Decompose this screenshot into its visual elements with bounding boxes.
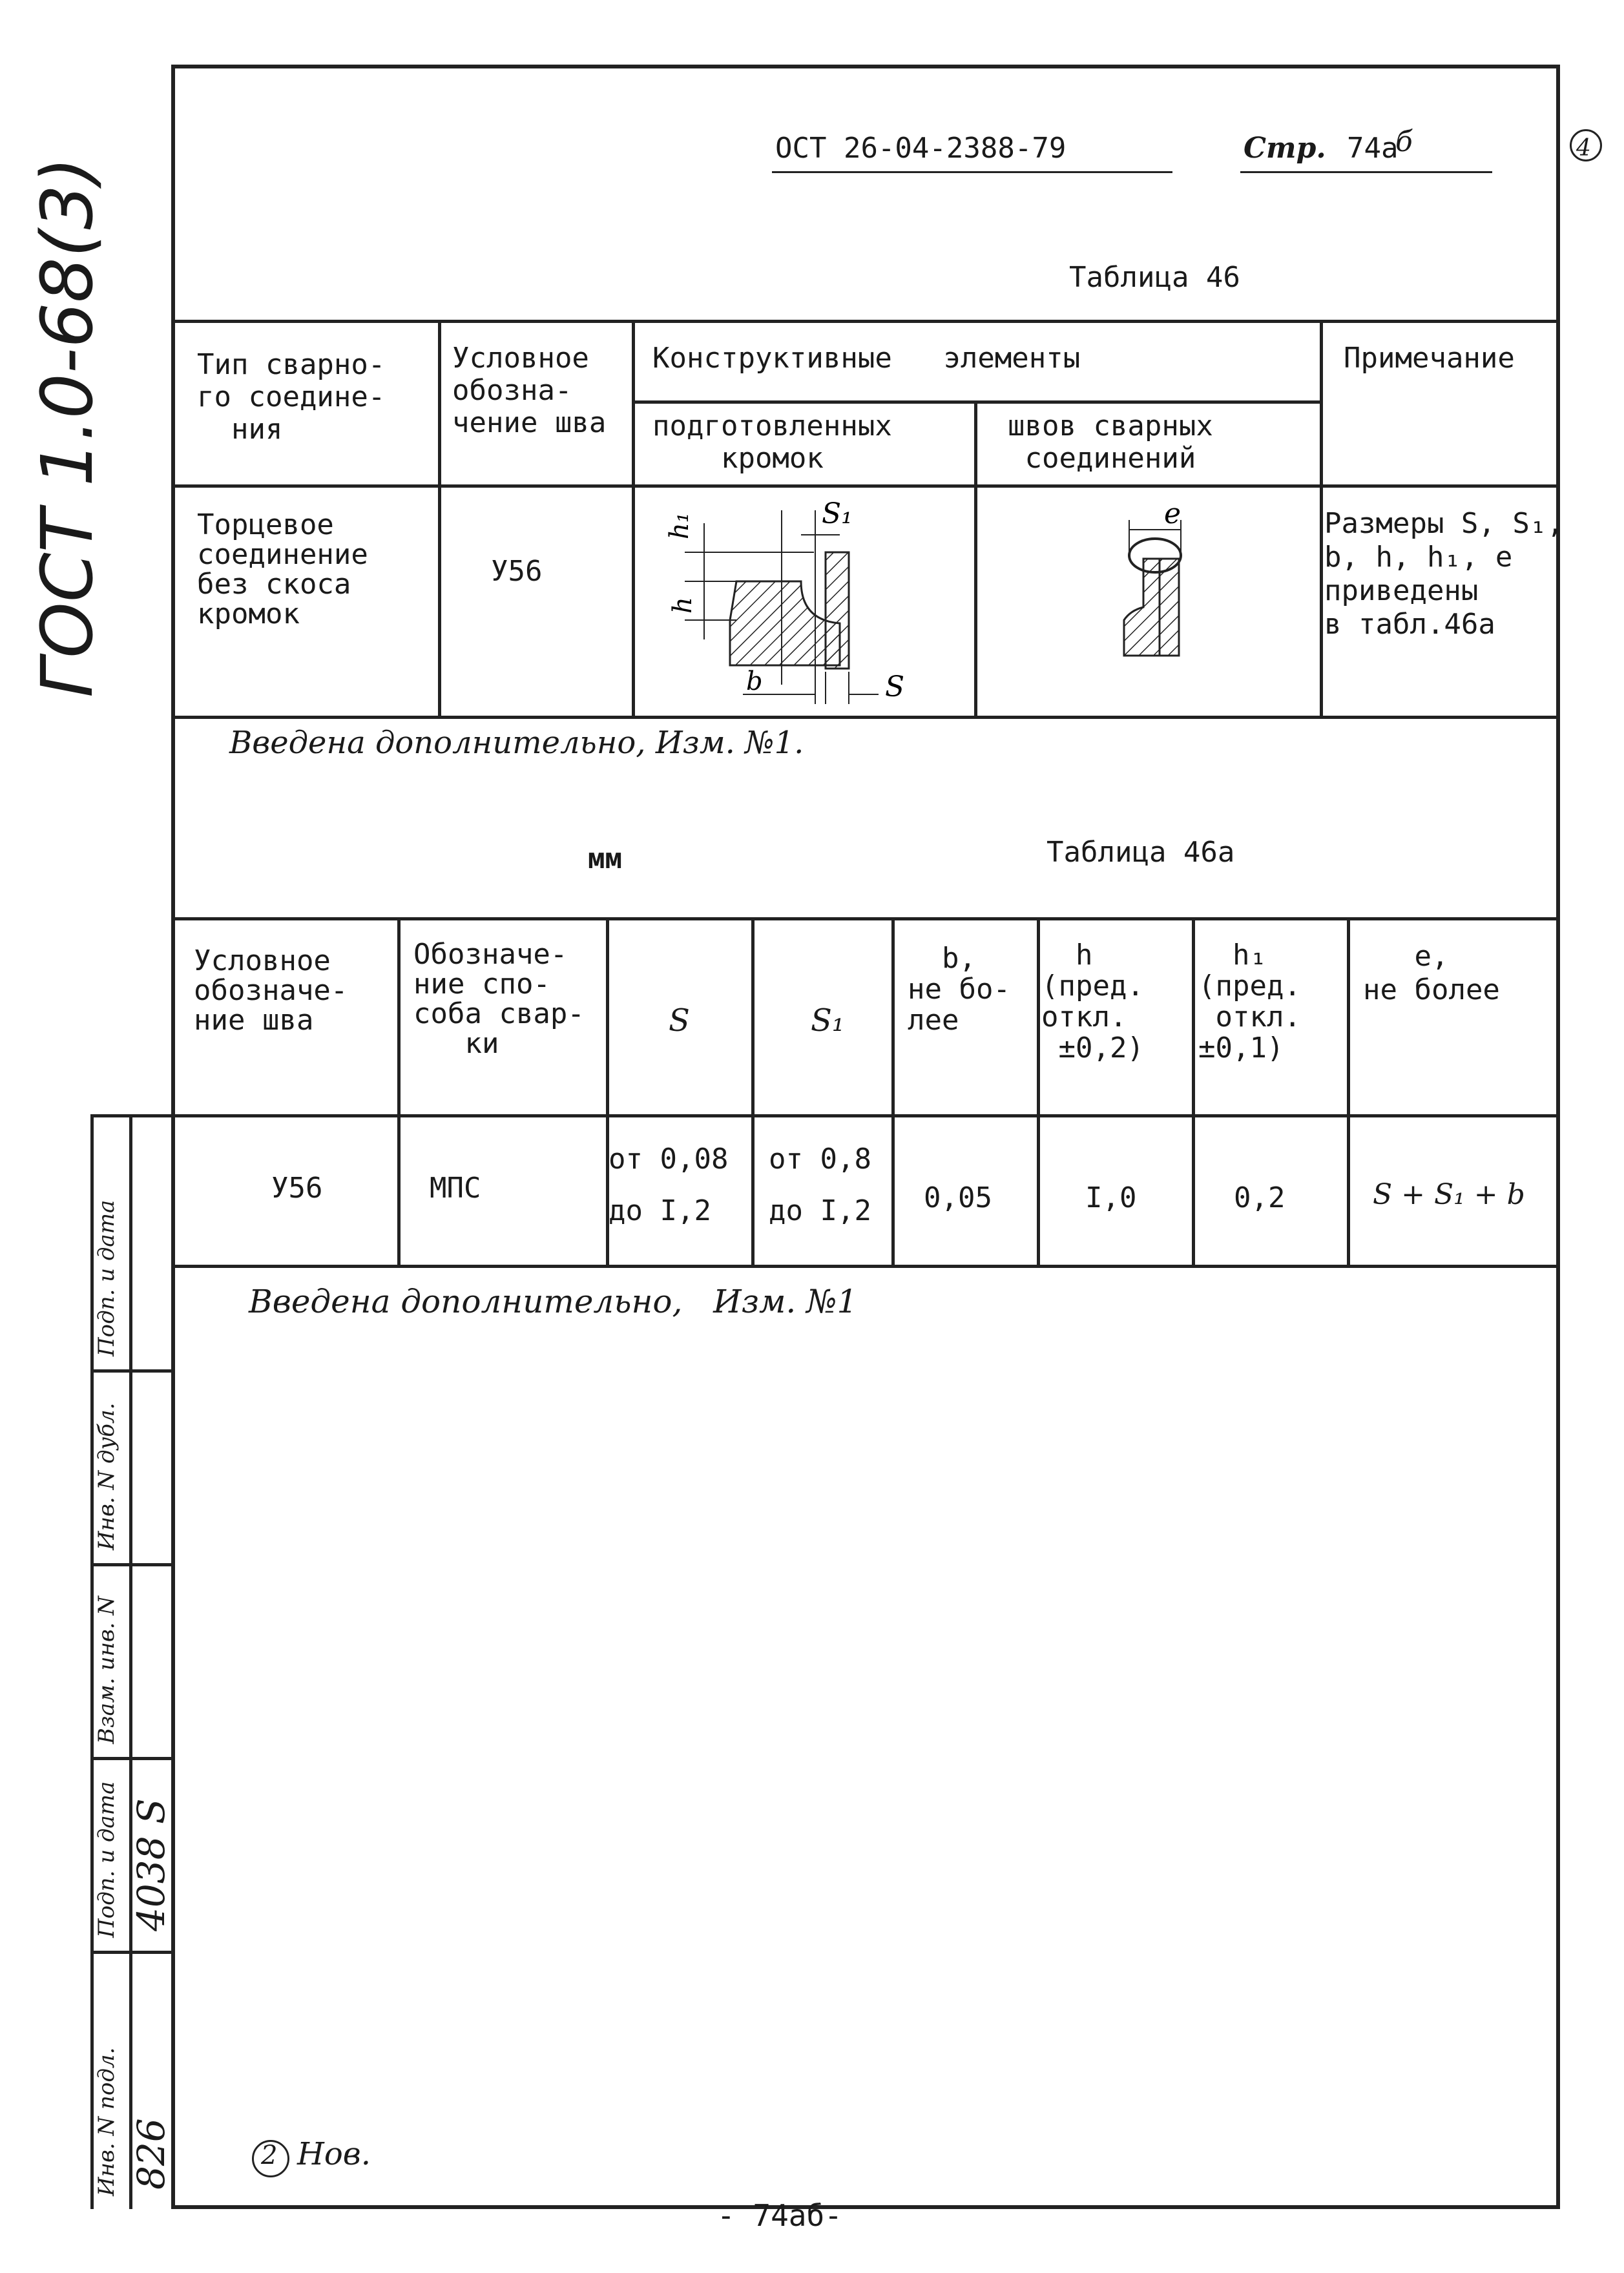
- stamp-label-inv-dubl: Инв. N дубл.: [94, 1402, 120, 1550]
- table46a-cell-e: S + S₁ + b: [1373, 1178, 1525, 1211]
- page-number: 74а: [1347, 132, 1399, 165]
- stamp-number: 2: [261, 2141, 278, 2170]
- table46-header-note: Примечание: [1344, 342, 1515, 375]
- table46a-cell-method: МПС: [430, 1172, 481, 1205]
- label-h: h: [668, 597, 698, 614]
- seam-drawing: [1092, 497, 1247, 669]
- table46-row-designation: У56: [491, 555, 543, 588]
- stamp-divider-1: [90, 1369, 174, 1373]
- stamp-text: Нов.: [297, 2136, 371, 2172]
- stamp-divider-3: [90, 1757, 174, 1760]
- table46-header-designation: Условное обозна- чение шва: [452, 342, 607, 439]
- stamp-column-top: [90, 1114, 174, 1117]
- stamp-column-line-2: [129, 1114, 132, 2209]
- table46a-cell-s1: от 0,8 до I,2: [769, 1143, 871, 1227]
- table46a-cell-s: от 0,08 до I,2: [609, 1143, 729, 1227]
- table46a-bottom: [173, 1265, 1560, 1268]
- label-h1: h₁: [665, 512, 694, 539]
- label-s: S: [885, 670, 905, 703]
- page-suffix: б: [1395, 125, 1413, 158]
- stamp-label-podp-data-1: Подп. и дата: [94, 1781, 120, 1938]
- table46-title: Таблица 46: [1069, 261, 1240, 294]
- stamp-label-vzam-inv: Взам. инв. N: [94, 1595, 120, 1744]
- table46a-col3: [751, 917, 755, 1268]
- ost-underline: [772, 171, 1172, 173]
- table46a-footnote: Введена дополнительно, Изм. №1: [249, 1283, 858, 1320]
- label-s1: S₁: [822, 497, 853, 530]
- table46a-col5: [1037, 917, 1040, 1268]
- table46-header-type: Тип сварно- го соедине- ния: [197, 348, 386, 446]
- stamp-label-podp-data-2: Подп. и дата: [94, 1199, 120, 1356]
- table46a-units: мм: [588, 842, 622, 875]
- table46a-header-h1: h₁ (пред. откл. ±0,1): [1198, 939, 1301, 1064]
- table46-col1: [438, 320, 441, 719]
- ost-number: ОСТ 26-04-2388-79: [775, 132, 1067, 165]
- table46a-cell-b: 0,05: [924, 1181, 992, 1214]
- footer-page-number: - 74аб-: [717, 2198, 842, 2233]
- table46a-header-s1: S₁: [811, 1002, 845, 1039]
- label-e: e: [1164, 497, 1182, 530]
- table46-footnote: Введена дополнительно, Изм. №1.: [229, 725, 804, 761]
- table46a-col6: [1192, 917, 1195, 1268]
- table46a-header-bottom: [173, 1114, 1560, 1117]
- side-gost-label: ГОСТ 1.0-68(3): [26, 156, 109, 698]
- table46a-col4: [891, 917, 895, 1268]
- table46-row-note: Размеры S, S₁, b, h, h₁, e приведены в табл.46а: [1324, 507, 1564, 641]
- table46a-header-h: h (пред. откл. ±0,2): [1041, 939, 1144, 1064]
- table46-col3: [974, 400, 977, 719]
- table46a-header-method: Обозначе- ние спо- соба свар- ки: [413, 938, 585, 1060]
- table46a-col1: [397, 917, 401, 1268]
- table46a-header-b: b, не бо- лее: [908, 942, 1010, 1037]
- table46a-header-designation: Условное обозначе- ние шва: [194, 944, 348, 1037]
- stamp-label-inv-podl: Инв. N подл.: [94, 2047, 120, 2196]
- corner-circle: [1570, 129, 1602, 161]
- stamp-divider-4: [90, 1951, 174, 1954]
- table46a-header-e: e, не более: [1363, 940, 1500, 1006]
- stamp-sign-value: 4038 S: [129, 1798, 173, 1931]
- page-prefix: Стр.: [1244, 132, 1326, 165]
- table46a-cell-designation: У56: [271, 1172, 323, 1205]
- table46-header-bottom: [173, 484, 1560, 488]
- page-underline: [1240, 171, 1492, 173]
- table46-col2: [632, 320, 635, 719]
- table46a-col7: [1347, 917, 1350, 1268]
- table46-bottom: [173, 716, 1560, 719]
- stamp-divider-2: [90, 1563, 174, 1566]
- table46a-header-s: S: [669, 1002, 690, 1039]
- label-b: b: [746, 667, 763, 696]
- table46-header-elements: Конструктивные элементы: [652, 342, 1081, 375]
- table46-header-seams: швов сварных соединений: [1008, 410, 1213, 475]
- table46-top: [173, 320, 1560, 323]
- table46a-cell-h1: 0,2: [1234, 1181, 1286, 1214]
- table46-row-type: Торцевое соединение без скоса кромок: [197, 508, 368, 630]
- stamp-inv-value: 826: [129, 2118, 173, 2190]
- corner-mark: 4: [1576, 135, 1591, 161]
- table46-col4: [1320, 320, 1323, 719]
- table46-header-prepared: подготовленных кромок: [652, 410, 892, 475]
- table46a-top: [173, 917, 1560, 920]
- table46a-cell-h: I,0: [1085, 1181, 1137, 1214]
- prepared-edges-drawing: [646, 491, 969, 714]
- table46a-title: Таблица 46а: [1046, 836, 1235, 869]
